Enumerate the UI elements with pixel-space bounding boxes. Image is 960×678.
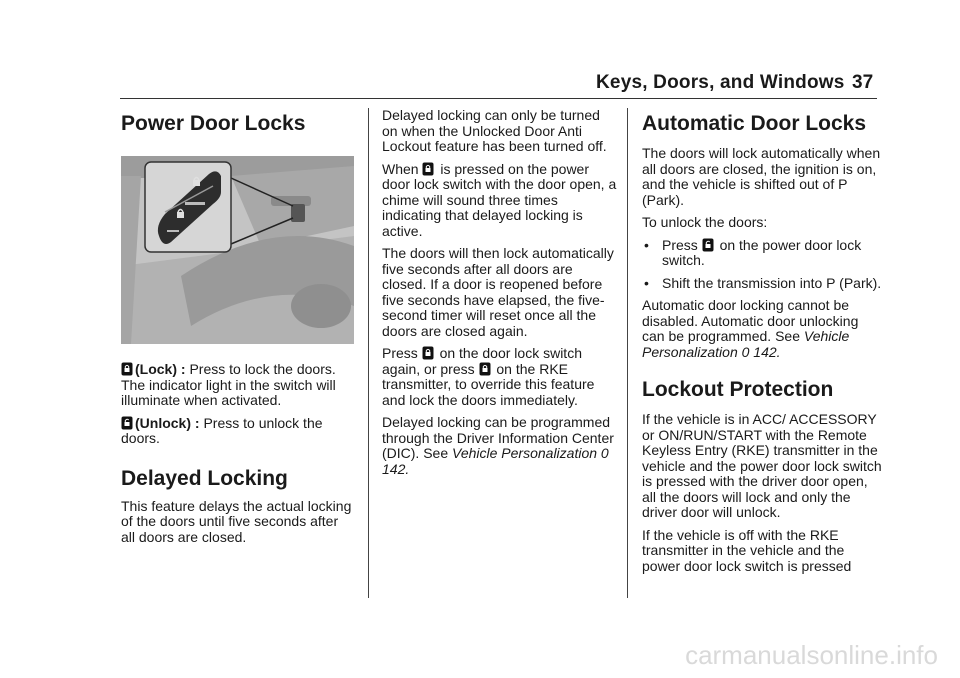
delayed-locking-intro: This feature delays the actual locking of the doors until five seconds after all doors are closed.	[121, 497, 352, 545]
vehicle-personalization-link[interactable]: Vehicle Personalization	[642, 328, 850, 360]
text-fragment: Automatic door locking cannot be disabled. Automatic door unlocking can be programmed. See	[642, 297, 859, 344]
bullet-dot: •	[644, 274, 649, 291]
lock-text: Press to lock the doors. The indicator light in the switch will illuminate when activated.	[121, 361, 336, 408]
page-number: 37	[852, 72, 874, 93]
header-rule	[120, 98, 877, 99]
vehicle-personalization-link[interactable]: Vehicle Personalization	[452, 445, 598, 461]
unlock-text: Press to unlock the doors.	[121, 414, 323, 446]
watermark-text: carmanualsonline.info	[685, 640, 938, 670]
bullet-press-unlock	[642, 238, 882, 269]
text-fragment: on the RKE transmitter, to override this feature and lock the doors immediately.	[382, 360, 595, 408]
delayed-activation-text	[382, 162, 617, 240]
heading-lockout-protection: Lockout Protection	[642, 378, 834, 401]
lock-icon	[422, 162, 434, 176]
text-fragment: on the door lock switch again, or press	[382, 345, 582, 377]
heading-power-door-locks: Power Door Locks	[121, 112, 306, 135]
delayed-anti-lockout-text: Delayed locking can only be turned on when the Unlocked Door Anti Lockout feature has been turned off.	[382, 107, 607, 154]
column-2	[382, 108, 617, 484]
text-fragment: Shift the transmission into P (Park).	[662, 274, 882, 291]
text-fragment: Delayed locking can be programmed through the Driver Information Center (DIC). See	[382, 414, 614, 461]
lockout-text-1: If the vehicle is in ACC/ ACCESSORY or ON/RUN/START with the Remote Keyless Entry (RKE) transmitter in the vehicle and the power door lock switch is pressed with the driver door open, all the doors will lock and only the driver door will unlock.	[642, 411, 882, 520]
text-fragment: on the power door lock switch.	[662, 236, 862, 268]
unlock-steps-intro: To unlock the doors:	[642, 214, 768, 230]
unlock-icon	[702, 238, 714, 252]
unlock-label: (Unlock) :	[135, 414, 200, 431]
page-reference[interactable]: 0 142.	[737, 343, 781, 360]
lock-description	[121, 362, 356, 409]
heading-automatic-door-locks: Automatic Door Locks	[642, 112, 867, 135]
column-1	[121, 108, 356, 552]
lock-icon	[479, 362, 491, 376]
bullet-dot: •	[644, 236, 649, 253]
door-lock-switch-figure	[121, 156, 354, 344]
column-3	[642, 108, 882, 581]
page-reference[interactable]: 0 142.	[382, 445, 609, 477]
text-fragment: is pressed on the power door lock switch with the door open, a chime will sound three times indicating that delayed locking is active.	[382, 160, 617, 239]
section-title: Keys, Doors, and Windows	[596, 72, 845, 93]
auto-lock-intro: The doors will lock automatically when all doors are closed, the ignition is on, and the vehicle is shifted out of P (Park).	[642, 145, 881, 208]
column-divider-1	[368, 108, 369, 598]
delayed-timer-text: The doors will then lock automatically five seconds after all doors are closed. If a door is reopened before five seconds have elapsed, the five-second timer will reset once all the doors are closed again.	[382, 245, 614, 339]
unlock-icon	[121, 416, 133, 430]
text-fragment: Press	[382, 345, 422, 361]
lock-label: (Lock) :	[135, 361, 186, 377]
auto-lock-programming-text	[642, 298, 882, 360]
lock-icon	[422, 346, 434, 360]
bullet-shift-park	[642, 276, 882, 292]
override-text	[382, 346, 617, 408]
lock-icon	[121, 362, 133, 376]
text-fragment: Press	[662, 236, 702, 253]
heading-delayed-locking: Delayed Locking	[121, 466, 288, 490]
column-divider-2	[627, 108, 628, 598]
door-panel-illustration	[121, 156, 354, 344]
unlock-description	[121, 416, 356, 447]
page-header	[0, 0, 960, 100]
delayed-programming-text	[382, 415, 617, 477]
lockout-text-2: If the vehicle is off with the RKE transmitter in the vehicle and the power door lock switch is pressed	[642, 526, 852, 574]
text-fragment: When	[382, 160, 423, 177]
